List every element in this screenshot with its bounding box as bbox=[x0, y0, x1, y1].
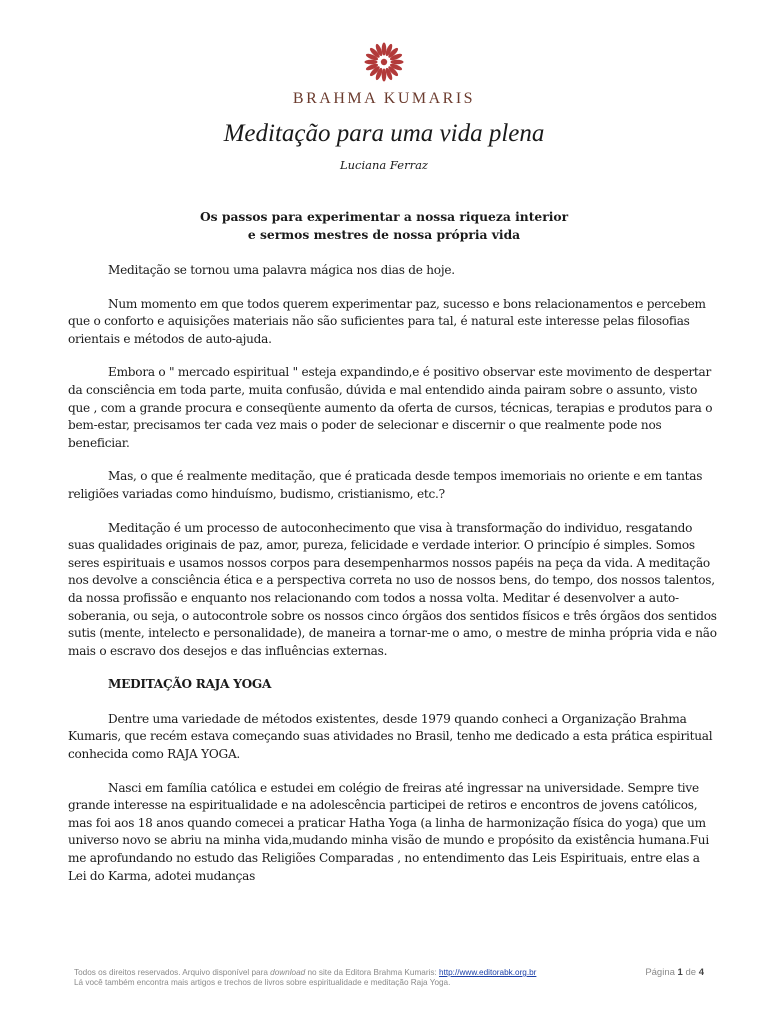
body-paragraph: Embora o " mercado espiritual " esteja expandindo,e é positivo observar este movimento de despertar da consciência em toda parte, muita confusão, dúvida e mal entendido ainda pairam sobre o assunto, visto que , com a grande procura e conseqüente aumento da oferta de cursos, técnicas, terapias e produtos para o bem-estar, precisamos ter cada vez mais o poder de selecionar e discernir o que realmente pode nos beneficiar. bbox=[68, 365, 713, 450]
body-paragraph: Nasci em família católica e estudei em colégio de freiras até ingressar na universidade. Sempre tive grande interesse na espiritualidade e na adolescência participei de retiros e encontros de jovens católicos, mas foi aos 18 anos quando comecei a praticar Hatha Yoga (a linha de harmonização física do yoga) que um universo novo se abriu na minha vida,mudando minha visão de mundo e propósito da existência humana.Fui me aprofundando no estudo das Religiões Comparadas , no entendimento das Leis Espirituais, entre elas a Lei do Karma, adotei mudanças bbox=[68, 780, 709, 883]
author-name: Luciana Ferraz bbox=[339, 158, 428, 172]
document-subtitle bbox=[0, 208, 768, 244]
footer-text-italic: download bbox=[270, 968, 306, 977]
body-paragraph: Meditação se tornou uma palavra mágica nos dias de hoje. bbox=[108, 263, 455, 277]
footer-line: Lá você também encontra mais artigos e trechos de livros sobre espiritualidade e meditação Raja Yoga. bbox=[74, 977, 451, 987]
section-heading: MEDITAÇÃO RAJA YOGA bbox=[108, 677, 272, 692]
body-paragraph: Mas, o que é realmente meditação, que é praticada desde tempos imemoriais no oriente e em tantas religiões variadas como hinduísmo, budismo, cristianismo, etc.? bbox=[68, 469, 703, 501]
page-footer bbox=[74, 968, 704, 987]
subtitle-line: e sermos mestres de nossa própria vida bbox=[247, 227, 521, 242]
body-paragraph: Num momento em que todos querem experimentar paz, sucesso e bons relacionamentos e percebem que o conforto e aquisições materiais não são suficientes para tal, é natural este interesse pelas filosofias orientais e métodos de auto-ajuda. bbox=[68, 296, 706, 346]
document-title: Meditação para uma vida plena bbox=[223, 120, 545, 147]
page-label: Página bbox=[645, 967, 675, 978]
footer-line bbox=[74, 968, 704, 978]
publisher-link[interactable]: http://www.editorabk.org.br bbox=[439, 968, 537, 977]
page-of: de bbox=[685, 967, 697, 978]
body-paragraph: Meditação é um processo de autoconhecimento que visa à transformação do individuo, resgatando suas qualidades originais de paz, amor, pureza, felicidade e verdade interior. O princípio é simples. Somos seres espirituais e usamos nossos corpos para desempenharmos nossos papéis na peça da vida. A meditação nos devolve a consciência ética e a perspectiva correta no uso de nossos bens, do tempo, dos nossos talentos, da nossa profissão e enquanto nos relacionando com todos a nossa volta. Meditar é desenvolver a auto- soberania, ou seja, o autocontrole sobre os nossos cinco órgãos dos sentidos físicos e três órgãos dos sentidos sutis (mente, intelecto e personalidade), de maneira a tornar-me o amo, o mestre de minha própria vida e não mais o escravo dos desejos e das influências externas. bbox=[68, 520, 717, 658]
page-current: 1 bbox=[677, 967, 683, 978]
footer-text: Todos os direitos reservados. Arquivo disponível para bbox=[74, 968, 271, 977]
page-number bbox=[645, 968, 704, 978]
body-paragraph: Dentre uma variedade de métodos existentes, desde 1979 quando conheci a Organização Brahma Kumaris, que recém estava começando suas atividades no Brasil, tenho me dedicado a esta prática espiritual conhecida como RAJA YOGA. bbox=[68, 711, 713, 762]
radiating-petals-icon bbox=[362, 40, 406, 84]
document-body bbox=[68, 262, 718, 901]
brand-logo bbox=[0, 40, 768, 108]
brand-name: BRAHMA KUMARIS bbox=[292, 90, 476, 107]
page-total: 4 bbox=[698, 967, 704, 978]
subtitle-line: Os passos para experimentar a nossa riqueza interior bbox=[199, 209, 569, 224]
footer-text: no site da Editora Brahma Kumaris: bbox=[305, 968, 440, 977]
